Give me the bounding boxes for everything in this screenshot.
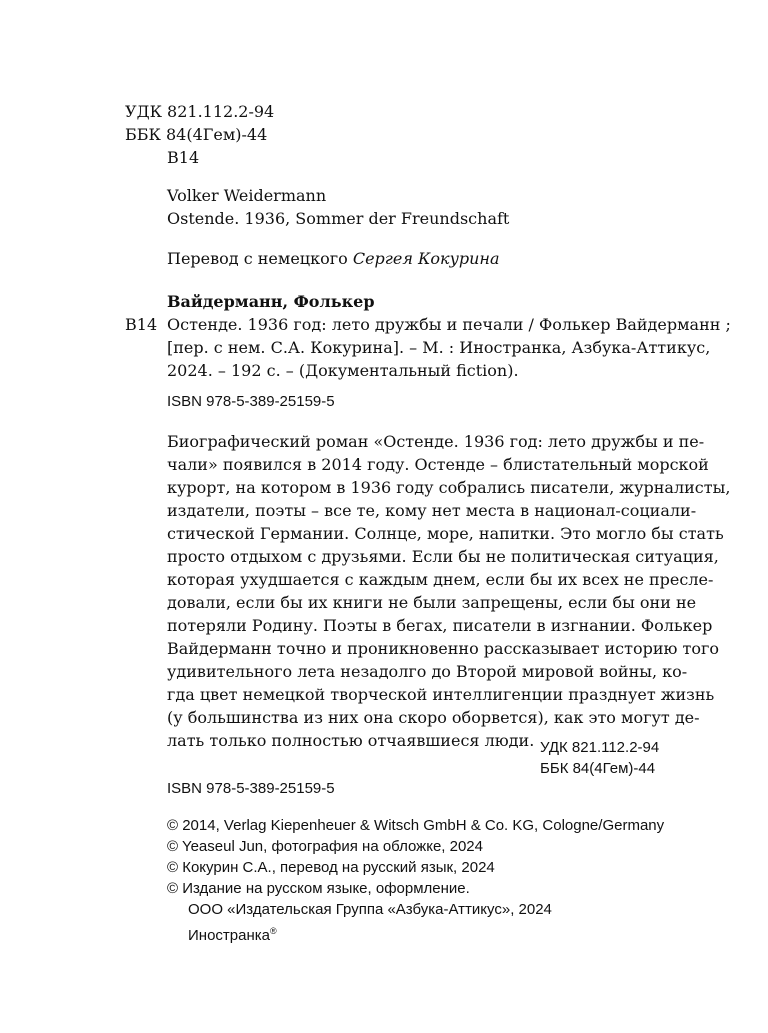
annotation-line: издатели, поэты – все те, кому нет места в национал-социали- (167, 501, 697, 520)
bottom-bbk-code: ББК 84(4Гем)-44 (540, 760, 656, 777)
imprint-line (188, 920, 277, 947)
registered-mark: ® (269, 926, 277, 936)
annotation-line: чали» появился в 2014 году. Остенде – блистательный морской (167, 455, 709, 474)
copyright-line: © 2014, Verlag Kiepenheuer & Witsch GmbH & Co. KG, Cologne/Germany (167, 817, 665, 834)
annotation-line: гда цвет немецкой творческой интеллигенции празднует жизнь (167, 685, 715, 704)
original-author: Volker Weidermann (167, 186, 327, 205)
annotation-line: курорт, на котором в 1936 году собрались писатели, журналисты, (167, 478, 731, 497)
copyright-line: © Кокурин С.А., перевод на русский язык, 2024 (167, 859, 495, 876)
udk-code: УДК 821.112.2-94 (125, 102, 275, 121)
translation-credit (167, 248, 500, 270)
catalog-line: Остенде. 1936 год: лето дружбы и печали / Фолькер Вайдерманн ; (167, 315, 731, 334)
annotation-line: удивительного лета незадолго до Второй мировой войны, ко- (167, 662, 688, 681)
catalog-line: 2024. – 192 с. – (Документальный fiction). (167, 361, 519, 380)
catalog-code: В14 (125, 315, 158, 334)
copyright-line: © Издание на русском языке, оформление. (167, 880, 470, 897)
annotation-line: просто отдыхом с друзьями. Если бы не политическая ситуация, (167, 547, 719, 566)
catalog-line: [пер. с нем. С.А. Кокурина]. – М. : Иностранка, Азбука-Аттикус, (167, 338, 711, 357)
isbn-bottom: ISBN 978-5-389-25159-5 (167, 780, 335, 797)
publisher-line: ООО «Издательская Группа «Азбука-Аттикус», 2024 (188, 901, 552, 918)
annotation-line: потеряли Родину. Поэты в бегах, писатели в изгнании. Фолькер (167, 616, 713, 635)
copyright-line: © Yeaseul Jun, фотография на обложке, 2024 (167, 838, 483, 855)
annotation-line: стической Германии. Солнце, море, напитки. Это могло бы стать (167, 524, 724, 543)
imprint-name: Иностранка (188, 927, 270, 944)
translation-prefix: Перевод с немецкого (167, 249, 353, 268)
original-title: Ostende. 1936, Sommer der Freundschaft (167, 209, 510, 228)
translator-name: Сергея Кокурина (352, 249, 500, 268)
bottom-udk-code: УДК 821.112.2-94 (540, 739, 660, 756)
catalog-isbn: ISBN 978-5-389-25159-5 (167, 393, 335, 410)
annotation-line: лать только полностью отчаявшиеся люди. (167, 731, 535, 750)
annotation-line: довали, если бы их книги не были запрещены, если бы они не (167, 593, 697, 612)
author-mark-code: В14 (167, 148, 200, 167)
annotation-line: (у большинства из них она скоро оборвется), как это могут де- (167, 708, 700, 727)
bbk-code: ББК 84(4Гем)-44 (125, 125, 268, 144)
annotation-line: Вайдерманн точно и проникновенно рассказывает историю того (167, 639, 719, 658)
annotation-line: Биографический роман «Остенде. 1936 год: лето дружбы и пе- (167, 432, 705, 451)
catalog-author-heading: Вайдерманн, Фолькер (167, 292, 375, 311)
annotation-line: которая ухудшается с каждым днем, если бы их всех не пресле- (167, 570, 714, 589)
